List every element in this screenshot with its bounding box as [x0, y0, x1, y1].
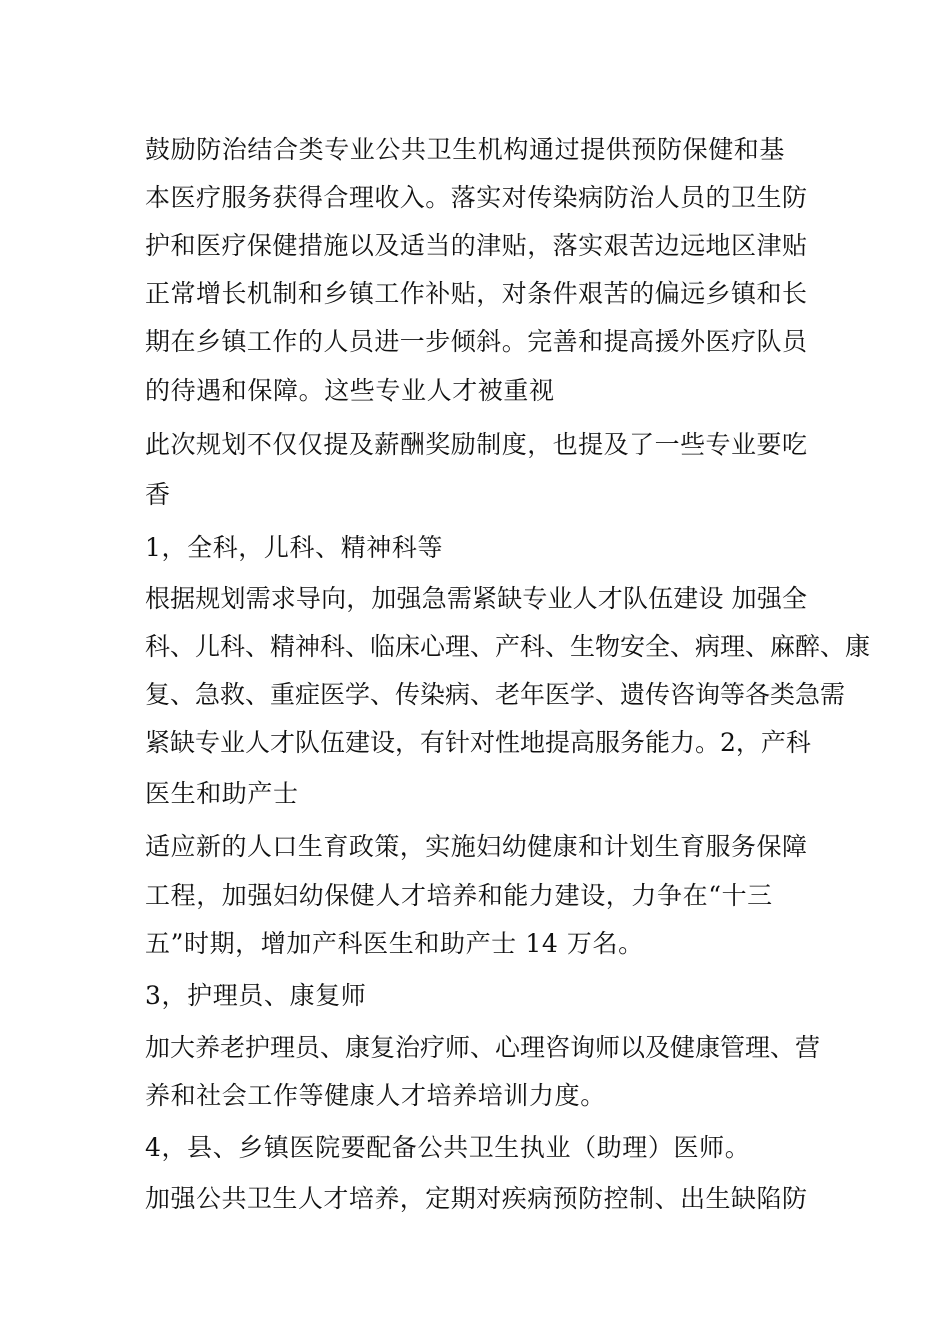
- text-line-10: 根据规划需求导向，加强急需紧缺专业人才队伍建设 加强全: [145, 584, 807, 613]
- text-line-4: 正常增长机制和乡镇工作补贴，对条件艰苦的偏远乡镇和长: [145, 279, 807, 308]
- text-line-14: 医生和助产士: [145, 779, 299, 808]
- text-line-18: 3，护理员、康复师: [145, 981, 367, 1010]
- text-line-13: 紧缺专业人才队伍建设，有针对性地提高服务能力。2，产科: [145, 728, 811, 757]
- text-line-1: 鼓励防治结合类专业公共卫生机构通过提供预防保健和基: [145, 135, 786, 164]
- text-line-20: 养和社会工作等健康人才培养培训力度。: [145, 1081, 606, 1110]
- text-line-5: 期在乡镇工作的人员进一步倾斜。完善和提高援外医疗队员: [145, 327, 807, 356]
- text-line-11: 科、儿科、精神科、临床心理、产科、生物安全、病理、麻醉、康: [145, 632, 871, 661]
- text-line-9: 1，全科，儿科、精神科等: [145, 533, 444, 562]
- text-line-3: 护和医疗保健措施以及适当的津贴，落实艰苦边远地区津贴: [145, 231, 807, 260]
- text-line-15: 适应新的人口生育政策，实施妇幼健康和计划生育服务保障: [145, 832, 807, 861]
- text-line-17: 五”时期，增加产科医生和助产士 14 万名。: [145, 929, 644, 958]
- text-line-2: 本医疗服务获得合理收入。落实对传染病防治人员的卫生防: [145, 183, 807, 212]
- text-line-16: 工程，加强妇幼保健人才培养和能力建设，力争在“十三: [145, 881, 773, 910]
- text-line-12: 复、急救、重症医学、传染病、老年医学、遗传咨询等各类急需: [145, 680, 846, 709]
- text-line-21: 4，县、乡镇医院要配备公共卫生执业（助理）医师。: [145, 1133, 751, 1162]
- text-line-22: 加强公共卫生人才培养，定期对疾病预防控制、出生缺陷防: [145, 1184, 807, 1213]
- text-line-7: 此次规划不仅仅提及薪酬奖励制度，也提及了一些专业要吃: [145, 430, 807, 459]
- text-line-6: 的待遇和保障。这些专业人才被重视: [145, 376, 555, 405]
- text-line-8: 香: [145, 480, 171, 509]
- text-line-19: 加大养老护理员、康复治疗师、心理咨询师以及健康管理、营: [145, 1033, 821, 1062]
